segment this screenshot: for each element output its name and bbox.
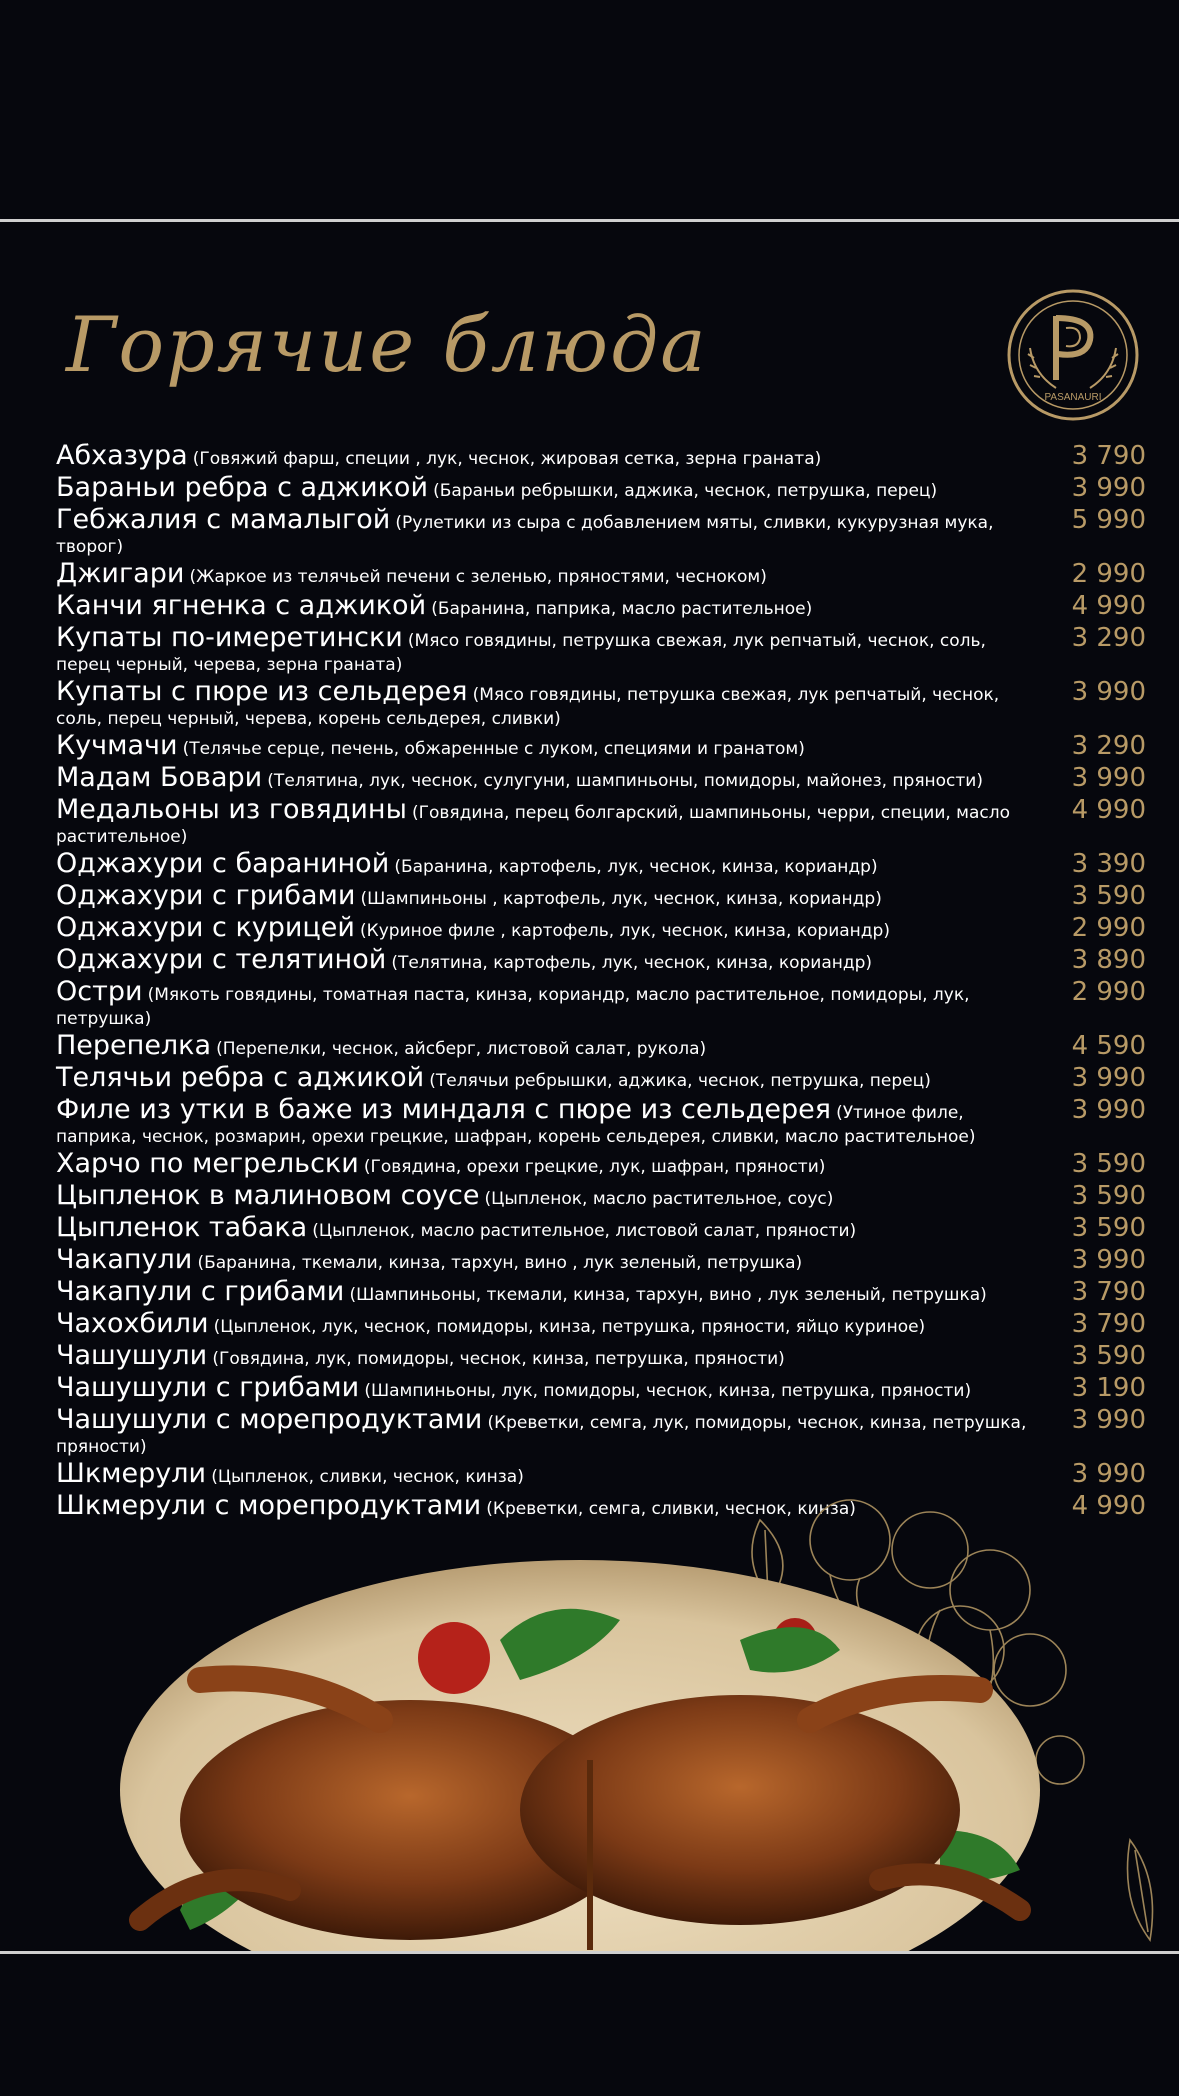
menu-item-description: (Баранина, картофель, лук, чеснок, кинза, кориандр) (394, 857, 878, 877)
menu-item-description: (Бараньи ребрышки, аджика, чеснок, петрушка, перец) (433, 481, 938, 501)
menu-item-description: (Говядина, лук, помидоры, чеснок, кинза, петрушка, пряности) (212, 1349, 785, 1369)
menu-item-name: Перепелка (56, 1030, 212, 1061)
menu-item-description: (Баранина, ткемали, кинза, тархун, вино , лук зеленый, петрушка) (197, 1253, 803, 1273)
menu-item-price: 2 990 (1071, 977, 1146, 1007)
menu-item-text (56, 504, 1036, 558)
menu-item (56, 794, 1146, 848)
menu-item-text (56, 1244, 1036, 1276)
menu-item-price: 3 990 (1071, 1095, 1146, 1125)
menu-item-description: (Шампиньоны , картофель, лук, чеснок, кинза, кориандр) (360, 889, 882, 909)
menu-item-price: 3 790 (1071, 441, 1146, 471)
menu-item-text (56, 1276, 1036, 1308)
menu-item-text (56, 622, 1036, 676)
menu-item-name: Цыпленок табака (56, 1212, 308, 1243)
menu-item-text (56, 730, 1036, 762)
menu-item-text (56, 1180, 1036, 1212)
menu-item (56, 1030, 1146, 1062)
menu-item-name: Чашушули (56, 1340, 208, 1371)
menu-item-name: Шкмерули (56, 1458, 207, 1489)
menu-item-price: 3 590 (1071, 1213, 1146, 1243)
menu-item-name: Чашушули с грибами (56, 1372, 360, 1403)
menu-item-name: Бараньи ребра с аджикой (56, 472, 429, 503)
menu-item-description: (Мясо говядины, петрушка свежая, лук репчатый, чеснок, соль, перец черный, черева, зерна граната) (56, 631, 986, 675)
menu-item-price: 3 290 (1071, 731, 1146, 761)
menu-item-price: 4 990 (1071, 795, 1146, 825)
menu-item-price: 3 790 (1071, 1309, 1146, 1339)
menu-item-name: Купаты по-имеретински (56, 622, 403, 653)
menu-item-description: (Говядина, орехи грецкие, лук, шафран, пряности) (363, 1157, 826, 1177)
menu-item-price: 4 990 (1071, 591, 1146, 621)
menu-item-price: 3 590 (1071, 1149, 1146, 1179)
menu-item-price: 3 990 (1071, 473, 1146, 503)
menu-item-description: (Цыпленок, масло растительное, листовой салат, пряности) (312, 1221, 857, 1241)
menu-item (56, 558, 1146, 590)
menu-item-price: 3 990 (1071, 1245, 1146, 1275)
menu-item-name: Телячьи ребра с аджикой (56, 1062, 425, 1093)
menu-item-text (56, 794, 1036, 848)
menu-item (56, 472, 1146, 504)
menu-item-description: (Шампиньоны, лук, помидоры, чеснок, кинза, петрушка, пряности) (364, 1381, 972, 1401)
menu-item-name: Оджахури с курицей (56, 912, 355, 943)
menu-item (56, 622, 1146, 676)
menu-item-description: (Мясо говядины, петрушка свежая, лук репчатый, чеснок, соль, перец черный, черева, корень сельдерея, сливки) (56, 685, 1000, 729)
menu-item-text (56, 944, 1036, 976)
menu-item-price: 3 390 (1071, 849, 1146, 879)
menu-item-name: Оджахури с грибами (56, 880, 356, 911)
menu-item-price: 2 990 (1071, 559, 1146, 589)
menu-item-description: (Креветки, семга, лук, помидоры, чеснок, кинза, петрушка, пряности) (56, 1413, 1027, 1457)
menu-item-name: Шкмерули с морепродуктами (56, 1490, 482, 1521)
menu-item-text (56, 912, 1036, 944)
menu-item (56, 1340, 1146, 1372)
menu-item (56, 1062, 1146, 1094)
menu-item-text (56, 1372, 1036, 1404)
menu-item (56, 1094, 1146, 1148)
menu-item-name: Мадам Бовари (56, 762, 263, 793)
menu-item-price: 3 990 (1071, 677, 1146, 707)
menu-item (56, 1244, 1146, 1276)
menu-item-price: 3 590 (1071, 1181, 1146, 1211)
menu-item-price: 3 990 (1071, 763, 1146, 793)
menu-item-price: 3 990 (1071, 1405, 1146, 1435)
menu-item-text (56, 976, 1036, 1030)
menu-item-description: (Говядина, перец болгарский, шампиньоны, черри, специи, масло растительное) (56, 803, 1011, 847)
restaurant-logo (1006, 288, 1140, 422)
menu-item-description: (Телячьи ребрышки, аджика, чеснок, петрушка, перец) (429, 1071, 931, 1091)
menu-item-text (56, 676, 1036, 730)
menu-item-description: (Рулетики из сыра с добавлением мяты, сливки, кукурузная мука, творог) (56, 513, 994, 557)
menu-item-text (56, 1404, 1036, 1458)
menu-item-name: Чашушули с морепродуктами (56, 1404, 483, 1435)
menu-item-name: Филе из утки в баже из миндаля с пюре из сельдерея (56, 1094, 831, 1125)
menu-item (56, 676, 1146, 730)
page-title: Горячие блюда (66, 300, 708, 389)
menu-item-name: Джигари (56, 558, 185, 589)
menu-item-description: (Цыпленок, масло растительное, соус) (484, 1189, 834, 1209)
menu-item-price: 3 290 (1071, 623, 1146, 653)
menu-item-name: Чакапули (56, 1244, 193, 1275)
menu-item-description: (Телятина, картофель, лук, чеснок, кинза, кориандр) (391, 953, 873, 973)
menu-item-text (56, 440, 1036, 472)
menu-item-description: (Телячье серце, печень, обжаренные с луком, специями и гранатом) (182, 739, 805, 759)
menu-item-text (56, 1062, 1036, 1094)
menu-item-text (56, 1030, 1036, 1062)
menu-item-price: 3 890 (1071, 945, 1146, 975)
menu-item-name: Гебжалия с мамалыгой (56, 504, 391, 535)
menu-item-text (56, 1308, 1036, 1340)
menu-item (56, 976, 1146, 1030)
menu-item-description: (Баранина, паприка, масло растительное) (431, 599, 813, 619)
menu-item-name: Оджахури с бараниной (56, 848, 390, 879)
top-divider (0, 219, 1179, 222)
menu-item (56, 1148, 1146, 1180)
menu-item (56, 848, 1146, 880)
menu-item-name: Оджахури с телятиной (56, 944, 387, 975)
menu-item (56, 590, 1146, 622)
menu-item (56, 1404, 1146, 1458)
menu-item-name: Абхазура (56, 440, 188, 471)
menu-list (56, 440, 1146, 1522)
menu-item-text (56, 558, 1036, 590)
menu-item-price: 3 590 (1071, 881, 1146, 911)
menu-item-price: 2 990 (1071, 913, 1146, 943)
menu-item-text (56, 848, 1036, 880)
menu-item-text (56, 1212, 1036, 1244)
menu-item-name: Харчо по мегрельски (56, 1148, 359, 1179)
menu-item-price: 5 990 (1071, 505, 1146, 535)
menu-item-name: Кучмачи (56, 730, 178, 761)
menu-item-description: (Говяжий фарш, специи , лук, чеснок, жировая сетка, зерна граната) (192, 449, 822, 469)
menu-item (56, 730, 1146, 762)
menu-item-description: (Перепелки, чеснок, айсберг, листовой салат, рукола) (216, 1039, 707, 1059)
menu-item-name: Цыпленок в малиновом соусе (56, 1180, 480, 1211)
menu-item (56, 880, 1146, 912)
menu-item-price: 4 590 (1071, 1031, 1146, 1061)
menu-item-text (56, 1148, 1036, 1180)
logo-text: PASANAURI (1044, 392, 1102, 403)
menu-item-description: (Телятина, лук, чеснок, сулугуни, шампиньоны, помидоры, майонез, пряности) (267, 771, 983, 791)
menu-item-description: (Цыпленок, лук, чеснок, помидоры, кинза, петрушка, пряности, яйцо куриное) (213, 1317, 926, 1337)
menu-item-price: 3 590 (1071, 1341, 1146, 1371)
menu-item-name: Купаты с пюре из сельдерея (56, 676, 468, 707)
menu-item (56, 912, 1146, 944)
menu-item-text (56, 472, 1036, 504)
menu-item-text (56, 590, 1036, 622)
menu-item-description: (Цыпленок, сливки, чеснок, кинза) (211, 1467, 524, 1487)
menu-item-name: Канчи ягненка с аджикой (56, 590, 427, 621)
menu-item-price: 3 990 (1071, 1063, 1146, 1093)
menu-item-price: 3 990 (1071, 1459, 1146, 1489)
menu-item (56, 1180, 1146, 1212)
menu-item-price: 3 790 (1071, 1277, 1146, 1307)
menu-item (56, 1308, 1146, 1340)
menu-item (56, 944, 1146, 976)
menu-item (56, 762, 1146, 794)
menu-item (56, 504, 1146, 558)
menu-item-text (56, 880, 1036, 912)
menu-item-price: 3 190 (1071, 1373, 1146, 1403)
menu-item-description: (Мякоть говядины, томатная паста, кинза, кориандр, масло растительное, помидоры, лук, петрушка) (56, 985, 970, 1029)
menu-item (56, 1372, 1146, 1404)
menu-item-name: Чакапули с грибами (56, 1276, 345, 1307)
menu-item-name: Чахохбили (56, 1308, 209, 1339)
menu-item-description: (Креветки, семга, сливки, чеснок, кинза) (486, 1499, 856, 1519)
menu-item-description: (Жаркое из телячьей печени с зеленью, пряностями, чесноком) (189, 567, 767, 587)
menu-item-text (56, 1340, 1036, 1372)
menu-item-description: (Куриное филе , картофель, лук, чеснок, кинза, кориандр) (360, 921, 890, 941)
menu-item-name: Остри (56, 976, 143, 1007)
menu-item (56, 1276, 1146, 1308)
menu-item (56, 1212, 1146, 1244)
bottom-band (0, 1954, 1179, 2096)
menu-item-description: (Утиное филе, паприка, чеснок, розмарин, орехи грецкие, шафран, корень сельдерея, сливки, масло растительное) (56, 1103, 976, 1147)
menu-item-name: Медальоны из говядины (56, 794, 407, 825)
dish-photo-quail (120, 1530, 1060, 1951)
menu-item (56, 440, 1146, 472)
menu-item-text (56, 762, 1036, 794)
menu-item-price: 4 990 (1071, 1491, 1146, 1521)
menu-item-description: (Шампиньоны, ткемали, кинза, тархун, вино , лук зеленый, петрушка) (349, 1285, 987, 1305)
menu-item-text (56, 1094, 1036, 1148)
